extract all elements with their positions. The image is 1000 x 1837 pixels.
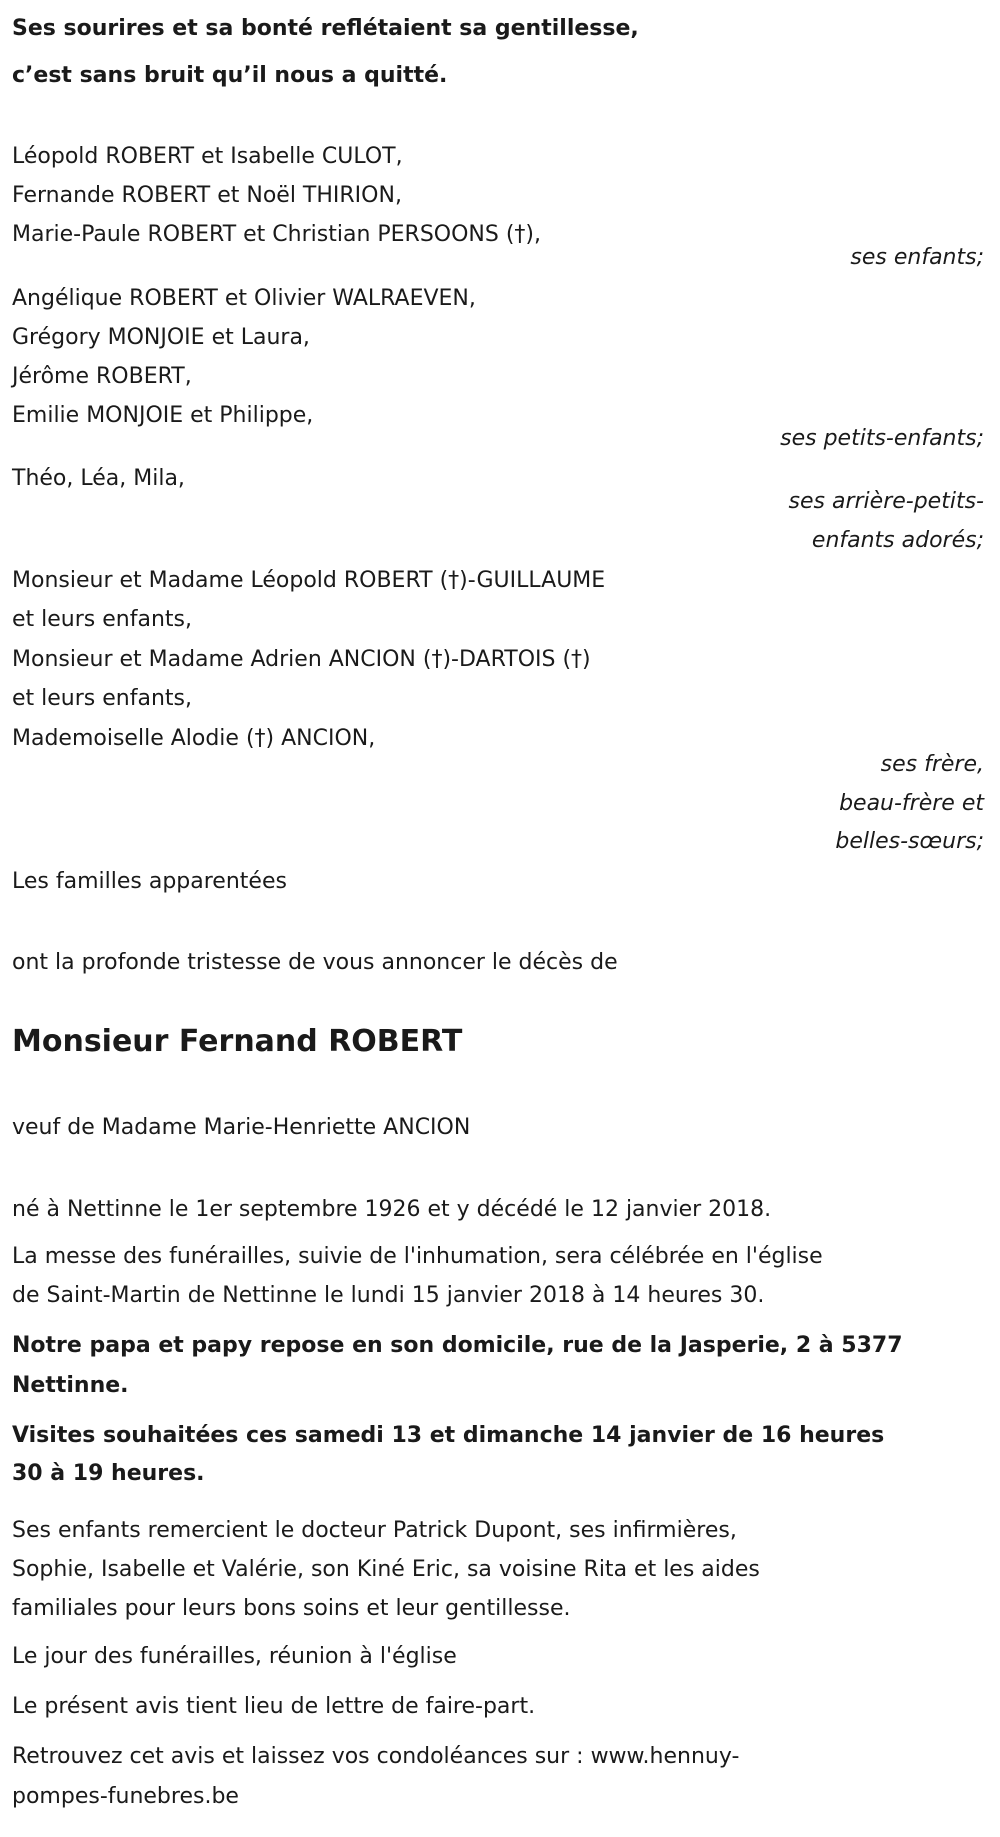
notice-line: né à Nettinne le 1er septembre 1926 et y décédé le 12 janvier 2018. (12, 1197, 772, 1222)
website-link-text[interactable]: pompes-funebres.be (12, 1784, 239, 1809)
notice-line: La messe des funérailles, suivie de l'inhumation, sera célébrée en l'église (12, 1244, 823, 1269)
notice-line: Monsieur et Madame Léopold ROBERT (†)-GUILLAUME (12, 568, 606, 593)
notice-line: Sophie, Isabelle et Valérie, son Kiné Eric, sa voisine Rita et les aides (12, 1557, 760, 1582)
notice-line: veuf de Madame Marie-Henriette ANCION (12, 1115, 471, 1140)
relation-label: enfants adorés; (811, 528, 984, 553)
notice-line: Le présent avis tient lieu de lettre de faire-part. (12, 1694, 536, 1719)
relation-label: ses petits-enfants; (780, 426, 984, 451)
notice-line: de Saint-Martin de Nettinne le lundi 15 janvier 2018 à 14 heures 30. (12, 1283, 765, 1308)
notice-line: Marie-Paule ROBERT et Christian PERSOONS (†), (12, 222, 542, 247)
notice-line: c’est sans bruit qu’il nous a quitté. (12, 63, 448, 88)
relation-label: ses frère, (880, 752, 984, 777)
notice-line: Fernande ROBERT et Noël THIRION, (12, 183, 402, 208)
notice-line: familiales pour leurs bons soins et leur gentillesse. (12, 1596, 571, 1621)
notice-line: Jérôme ROBERT, (12, 364, 192, 389)
relation-label: ses enfants; (850, 245, 984, 270)
notice-line: et leurs enfants, (12, 607, 192, 632)
notice-line: Retrouvez cet avis et laissez vos condoléances sur : www.hennuy- (12, 1744, 740, 1769)
notice-line: Visites souhaitées ces samedi 13 et dimanche 14 janvier de 16 heures (12, 1423, 885, 1448)
notice-line: Ses enfants remercient le docteur Patrick Dupont, ses infirmières, (12, 1518, 737, 1543)
notice-line: Théo, Léa, Mila, (12, 466, 185, 491)
notice-line: et leurs enfants, (12, 686, 192, 711)
notice-line: Les familles apparentées (12, 869, 287, 894)
relation-label: beau-frère et (839, 791, 984, 816)
notice-line: Emilie MONJOIE et Philippe, (12, 403, 314, 428)
notice-line: Monsieur et Madame Adrien ANCION (†)-DARTOIS (†) (12, 647, 591, 672)
notice-line: Nettinne. (12, 1373, 129, 1398)
relation-label: belles-sœurs; (835, 829, 984, 854)
relation-label: ses arrière-petits- (788, 489, 984, 514)
notice-line: Grégory MONJOIE et Laura, (12, 325, 310, 350)
notice-line: 30 à 19 heures. (12, 1461, 205, 1486)
notice-line: ont la profonde tristesse de vous annoncer le décès de (12, 950, 618, 975)
deceased-name: Monsieur Fernand ROBERT (12, 1024, 463, 1059)
notice-line: Mademoiselle Alodie (†) ANCION, (12, 726, 376, 751)
notice-line: Ses sourires et sa bonté reflétaient sa gentillesse, (12, 16, 639, 41)
notice-line: Notre papa et papy repose en son domicile, rue de la Jasperie, 2 à 5377 (12, 1333, 903, 1358)
notice-line: Léopold ROBERT et Isabelle CULOT, (12, 144, 403, 169)
notice-line: Le jour des funérailles, réunion à l'église (12, 1644, 457, 1669)
notice-line: Angélique ROBERT et Olivier WALRAEVEN, (12, 286, 476, 311)
